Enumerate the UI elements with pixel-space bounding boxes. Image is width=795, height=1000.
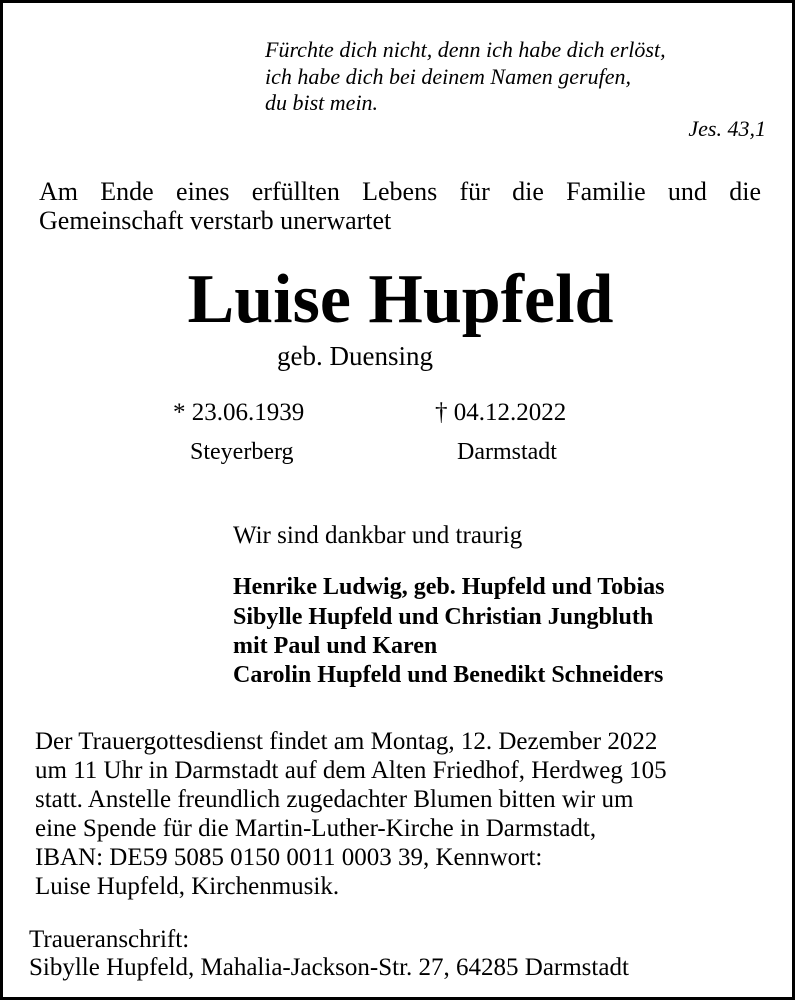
verse-line: ich habe dich bei deinem Namen gerufen, bbox=[265, 64, 631, 89]
service-line: eine Spende für die Martin-Luther-Kirche in Darmstadt, bbox=[35, 815, 597, 842]
service-line: statt. Anstelle freundlich zugedachter Blumen bitten wir um bbox=[35, 786, 634, 813]
mourner-line: Carolin Hupfeld und Benedikt Schneiders bbox=[233, 662, 664, 688]
service-line: Luise Hupfeld, Kirchenmusik. bbox=[35, 873, 340, 900]
birth-place: Steyerberg bbox=[190, 439, 294, 465]
death-place: Darmstadt bbox=[457, 439, 557, 465]
death-date: † 04.12.2022 bbox=[435, 399, 567, 426]
mourners-intro: Wir sind dankbar und traurig bbox=[233, 522, 523, 549]
intro-text: Am Ende eines erfüllten Lebens für die Familie und die Gemeinschaft verstarb unerwartet bbox=[39, 177, 761, 235]
deceased-name: Luise Hupfeld bbox=[187, 261, 614, 338]
service-line: IBAN: DE59 5085 0150 0011 0003 39, Kennwort: bbox=[35, 844, 543, 871]
birth-date: * 23.06.1939 bbox=[173, 399, 305, 426]
mourner-line: mit Paul und Karen bbox=[233, 633, 438, 659]
mourner-line: Henrike Ludwig, geb. Hupfeld und Tobias bbox=[233, 574, 665, 600]
service-line: um 11 Uhr in Darmstadt auf dem Alten Friedhof, Herdweg 105 bbox=[35, 757, 667, 784]
verse-line: du bist mein. bbox=[265, 90, 379, 115]
address-value: Sibylle Hupfeld, Mahalia-Jackson-Str. 27, 64285 Darmstadt bbox=[29, 954, 629, 981]
mourner-line: Sibylle Hupfeld und Christian Jungbluth bbox=[233, 604, 654, 630]
address-label: Traueranschrift: bbox=[29, 926, 190, 953]
maiden-name: geb. Duensing bbox=[277, 341, 433, 371]
verse-reference: Jes. 43,1 bbox=[688, 116, 766, 141]
service-line: Der Trauergottesdienst findet am Montag, 12. Dezember 2022 bbox=[35, 728, 658, 755]
verse-line: Fürchte dich nicht, denn ich habe dich erlöst, bbox=[265, 37, 666, 62]
